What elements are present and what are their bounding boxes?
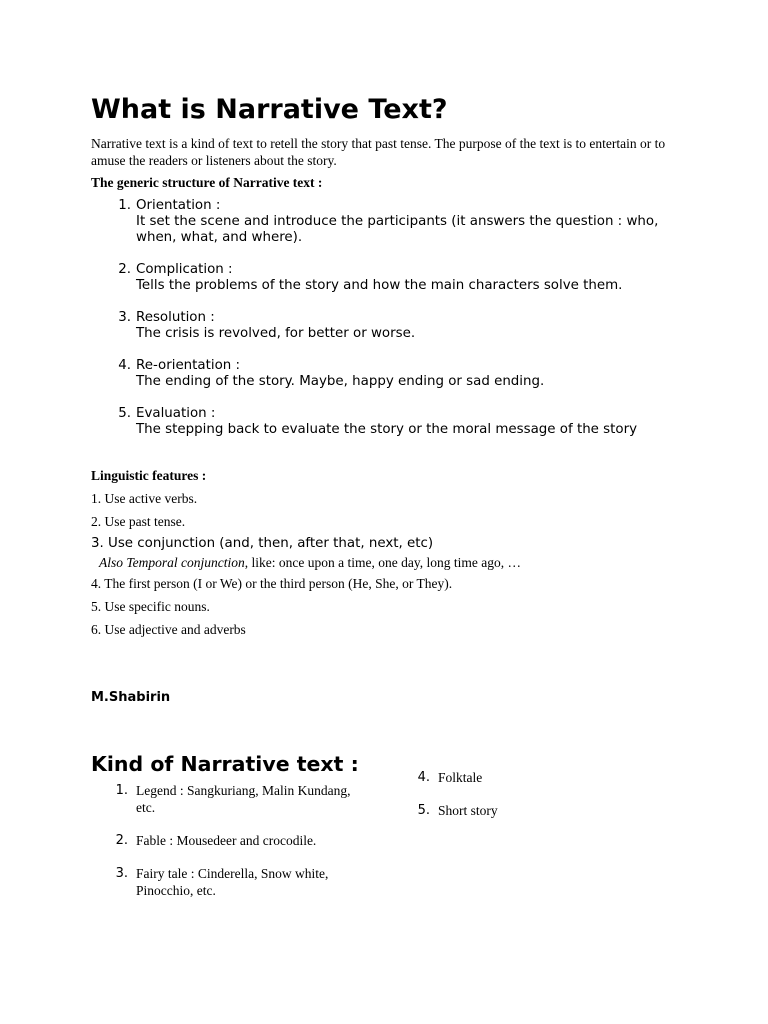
linguistic-heading: Linguistic features :: [91, 468, 207, 483]
feature-item: 1. Use active verbs.: [91, 491, 198, 506]
item-number: 2.: [118, 262, 131, 277]
page-title: What is Narrative Text?: [91, 94, 448, 125]
item-description: The ending of the story. Maybe, happy ending or sad ending.: [136, 374, 545, 389]
feature-item: 4. The first person (I or We) or the third person (He, She, or They).: [91, 576, 453, 591]
item-description: The crisis is revolved, for better or worse.: [136, 326, 416, 341]
kind-text: Legend : Sangkuriang, Malin Kundang, etc.: [136, 783, 351, 815]
feature-item: 3. Use conjunction (and, then, after that, next, etc): [91, 536, 434, 551]
kind-text: Folktale: [438, 770, 483, 785]
item-number: 5.: [118, 406, 131, 421]
kind-text: Fable : Mousedeer and crocodile.: [136, 833, 317, 848]
item-title: Evaluation :: [136, 406, 216, 421]
item-number: 4.: [417, 770, 430, 785]
kind-text: Fairy tale : Cinderella, Snow white, Pinocchio, etc.: [136, 866, 329, 898]
item-title: Orientation :: [136, 198, 221, 213]
item-number: 1.: [115, 783, 128, 798]
item-number: 3.: [118, 310, 131, 325]
kinds-heading: Kind of Narrative text :: [91, 752, 359, 776]
note-text: , like: once upon a time, one day, long time ago, …: [244, 555, 521, 570]
item-number: 1.: [118, 198, 131, 213]
feature-item: 2. Use past tense.: [91, 514, 186, 529]
kind-text: Short story: [438, 803, 498, 818]
item-description: It set the scene and introduce the participants (it answers the question : who, when, what, and where).: [136, 214, 659, 245]
item-number: 4.: [118, 358, 131, 373]
item-title: Resolution :: [136, 310, 215, 325]
structure-heading: The generic structure of Narrative text :: [91, 175, 323, 190]
item-title: Re-orientation :: [136, 358, 241, 373]
item-title: Complication :: [136, 262, 233, 277]
item-number: 5.: [417, 803, 430, 818]
item-number: 3.: [115, 866, 128, 881]
feature-item: 6. Use adjective and adverbs: [91, 622, 246, 637]
item-description: Tells the problems of the story and how the main characters solve them.: [136, 278, 623, 293]
author-name: M.Shabirin: [91, 690, 171, 705]
item-description: The stepping back to evaluate the story or the moral message of the story: [136, 422, 638, 437]
item-number: 2.: [115, 833, 128, 848]
intro-paragraph: Narrative text is a kind of text to retell the story that past tense. The purpose of the text is to entertain or to amuse the readers or listeners about the story.: [91, 136, 666, 168]
feature-item: 5. Use specific nouns.: [91, 599, 210, 614]
note-italic: Also Temporal conjunction: [99, 555, 245, 570]
conjunction-note: [99, 555, 521, 571]
